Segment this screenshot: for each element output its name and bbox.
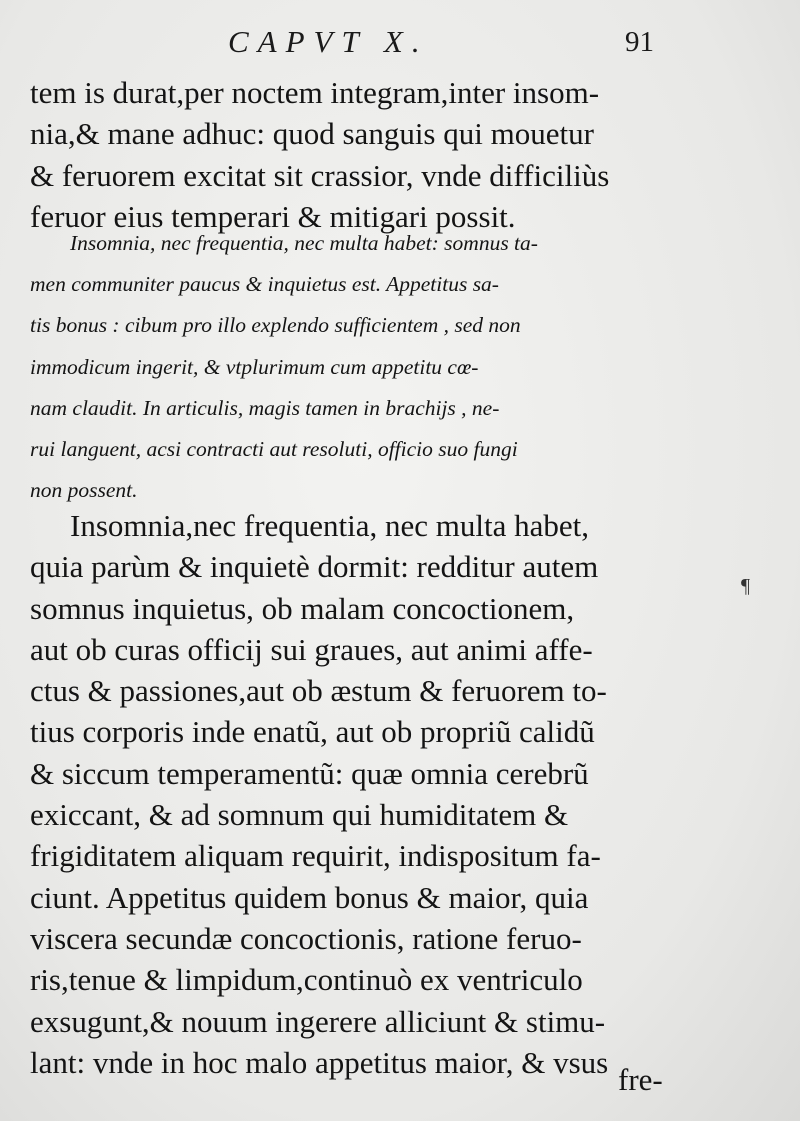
text-line: & feruorem excitat sit crassior, vnde difficiliùs (30, 157, 610, 193)
page-number: 91 (625, 26, 654, 58)
text-line: ris,tenue & limpidum,continuò ex ventriculo (30, 962, 583, 998)
text-line: men communiter paucus & inquietus est. Appetitus sa- (30, 272, 499, 297)
text-line: Insomnia,nec frequentia, nec multa habet, (70, 508, 590, 543)
text-line: exiccant, & ad somnum qui humiditatem & (30, 797, 569, 833)
catchword: fre- (618, 1062, 663, 1097)
text-line: nia,& mane adhuc: quod sanguis qui mouetur (30, 116, 594, 152)
paragraph-3 (30, 505, 678, 1083)
text-line: lant: vnde in hoc malo appetitus maior, & vsus (30, 1044, 609, 1080)
paragraph-2-italic (30, 223, 678, 511)
text-line: feruor eius temperari & mitigari possit. (30, 198, 516, 234)
text-line: quia parùm & inquietè dormit: redditur autem (30, 549, 599, 585)
page-header (0, 24, 800, 64)
paragraph-1 (30, 72, 678, 237)
text-line: Insomnia, nec frequentia, nec multa habet: somnus ta- (70, 231, 538, 255)
text-line: non possent. (30, 478, 138, 503)
margin-mark: ¶ (741, 575, 751, 597)
text-line: tis bonus : cibum pro illo explendo sufficientem , sed non (30, 313, 521, 338)
text-line: tem is durat,per noctem integram,inter insom- (30, 75, 600, 110)
text-line: tius corporis inde enatũ, aut ob propriũ calidũ (30, 714, 595, 750)
text-line: ctus & passiones,aut ob æstum & feruorem to- (30, 673, 607, 709)
running-head: CAPVT X. (228, 24, 429, 59)
text-line: nam claudit. In articulis, magis tamen in brachijs , ne- (30, 395, 500, 420)
text-line: aut ob curas officij sui graues, aut animi affe- (30, 631, 593, 667)
text-line: & siccum temperamentũ: quæ omnia cerebrũ (30, 755, 589, 791)
text-line: immodicum ingerit, & vtplurimum cum appetitu cœ- (30, 354, 479, 379)
text-line: exsugunt,& nouum ingerere alliciunt & stimu- (30, 1003, 606, 1039)
text-line: viscera secundæ concoctionis, ratione feruo- (30, 920, 582, 956)
text-line: ciunt. Appetitus quidem bonus & maior, quia (30, 879, 589, 915)
text-line: somnus inquietus, ob malam concoctionem, (30, 590, 575, 626)
text-line: frigiditatem aliquam requirit, indispositum fa- (30, 838, 601, 874)
text-line: rui languent, acsi contracti aut resoluti, officio suo fungi (30, 437, 518, 462)
